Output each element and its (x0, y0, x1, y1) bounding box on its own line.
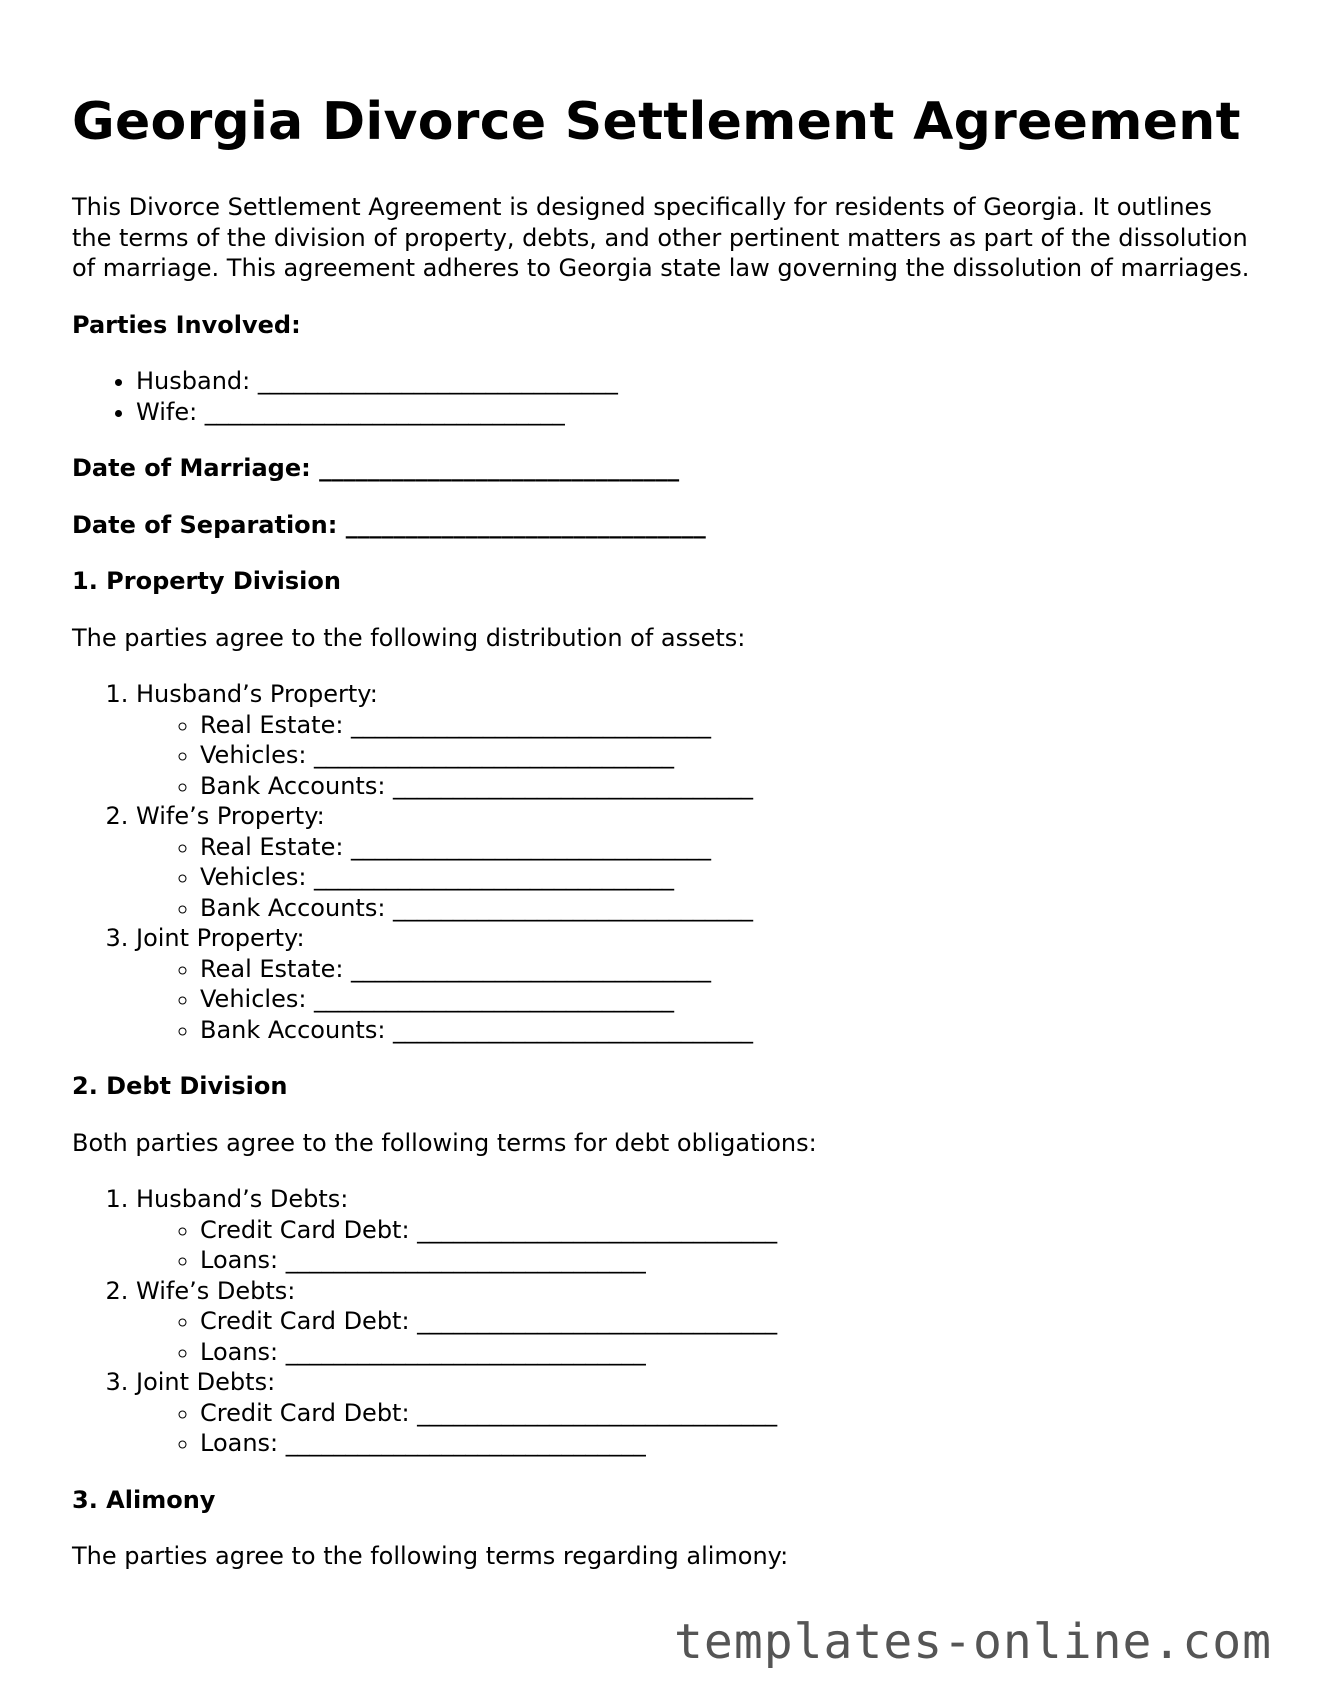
debt-list (72, 1184, 1252, 1459)
property-item: ◦ Real Estate: ______________________________ (200, 954, 1252, 985)
debt-item: ◦ Loans: ______________________________ (200, 1337, 1252, 1368)
debt-item: ◦ Credit Card Debt: ______________________________ (200, 1398, 1252, 1429)
property-sublist (136, 954, 1252, 1046)
property-group-label: Husband’s Property: (136, 680, 378, 708)
property-item: ◦ Bank Accounts: ______________________________ (200, 771, 1252, 802)
document-page (72, 86, 1252, 1598)
debt-group-joint (136, 1367, 1252, 1459)
debt-division-heading: 2. Debt Division (72, 1072, 288, 1100)
property-item: ◦ Vehicles: ______________________________ (200, 862, 1252, 893)
date-of-separation: Date of Separation: ______________________________ (72, 510, 706, 539)
property-sublist (136, 710, 1252, 802)
property-item: ◦ Vehicles: ______________________________ (200, 984, 1252, 1015)
debt-group-label: Wife’s Debts: (136, 1276, 296, 1305)
alimony-heading: 3. Alimony (72, 1485, 216, 1514)
property-group-joint (136, 923, 1252, 1045)
debt-division-intro: Both parties agree to the following terms for debt obligations: (72, 1128, 817, 1157)
property-item: ◦ Bank Accounts: ______________________________ (200, 893, 1252, 924)
parties-heading: Parties Involved: (72, 310, 301, 339)
property-division-intro: The parties agree to the following distribution of assets: (72, 623, 746, 652)
document-title: Georgia Divorce Settlement Agreement (72, 92, 1241, 152)
debt-item: ◦ Loans: ______________________________ (200, 1245, 1252, 1276)
parties-list (72, 366, 1252, 427)
property-group-wife (136, 801, 1252, 923)
debt-item: ◦ Credit Card Debt: ______________________________ (200, 1306, 1252, 1337)
property-item: ◦ Real Estate: ______________________________ (200, 832, 1252, 863)
property-item: ◦ Bank Accounts: ______________________________ (200, 1015, 1252, 1046)
property-list (72, 679, 1252, 1045)
party-husband: • Husband: ______________________________ (136, 366, 1252, 397)
property-sublist (136, 832, 1252, 924)
alimony-intro: The parties agree to the following terms regarding alimony: (72, 1542, 789, 1570)
debt-item: ◦ Loans: ______________________________ (200, 1428, 1252, 1459)
property-group-label: Wife’s Property: (136, 802, 325, 830)
property-item: ◦ Real Estate: ______________________________ (200, 710, 1252, 741)
date-of-marriage: Date of Marriage: ______________________________ (72, 454, 680, 482)
property-division-heading: 1. Property Division (72, 567, 341, 595)
debt-group-label: Husband’s Debts: (136, 1185, 349, 1213)
debt-sublist (136, 1306, 1252, 1367)
party-wife: • Wife: ______________________________ (136, 397, 1252, 428)
debt-sublist (136, 1398, 1252, 1459)
property-group-label: Joint Property: (136, 924, 305, 952)
debt-sublist (136, 1215, 1252, 1276)
watermark-text: templates-online.com (674, 1614, 1272, 1670)
debt-group-husband (136, 1184, 1252, 1276)
intro-paragraph: This Divorce Settlement Agreement is designed specifically for residents of Georgia. It outlines the terms of the division of property, debts, and other pertinent matters as part of the dissolution of marriage. This agreement adheres to Georgia state law governing the dissolution of marriages. (72, 193, 1250, 282)
debt-group-label: Joint Debts: (136, 1368, 276, 1396)
property-item: ◦ Vehicles: ______________________________ (200, 740, 1252, 771)
debt-group-wife (136, 1276, 1252, 1368)
debt-item: ◦ Credit Card Debt: ______________________________ (200, 1215, 1252, 1246)
property-group-husband (136, 679, 1252, 801)
